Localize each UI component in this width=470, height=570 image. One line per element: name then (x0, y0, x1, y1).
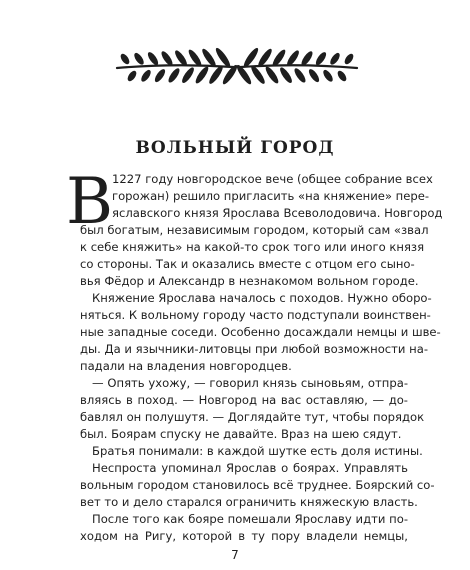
body-line: Княжение Ярослава началось с походов. Нужно оборо- (92, 291, 432, 305)
body-line: вольным городом становилось всё труднее. Боярский со- (80, 478, 435, 492)
body-line: няться. К вольному городу часто подступали воинствен- (80, 308, 431, 322)
laurel-leaf (307, 68, 321, 84)
laurel-leaf (194, 65, 211, 85)
body-line: 1227 году новгородское вече (общее собрание всех (112, 172, 433, 186)
laurel-leaf (328, 51, 341, 66)
body-line: падали на владения новгородцев. (80, 359, 292, 373)
body-line: — Опять ухожу, — говорил князь сыновьям, отпра- (92, 376, 408, 390)
body-line: к себе княжить» на какой-то срок того или иного князя (80, 240, 425, 254)
laurel-leaf (293, 67, 308, 84)
body-line: Неспроста упоминал Ярослав о боярах. Управлять (92, 461, 408, 475)
body-line: был. Боярам спуску не давайте. Враз на шею сядут. (80, 427, 402, 441)
body-line: горожан) решило пригласить «на княжение» пере- (112, 189, 430, 203)
svg-text:В: В (65, 165, 114, 239)
laurel-leaf (264, 65, 281, 85)
body-line: бавлял он полушутя. — Доглядайте тут, чтобы порядок (80, 410, 425, 424)
laurel-leaf (207, 64, 225, 85)
chapter-title: ВОЛЬНЫЙ ГОРОД (135, 138, 335, 158)
laurel-leaf (146, 51, 160, 67)
body-line: ходом на Ригу, которой в ту пору владели немцы, (80, 529, 408, 543)
laurel-leaf (249, 64, 267, 85)
drop-cap-letter (65, 165, 114, 239)
body-line: вет то и дело старался ограничить княжескую власть. (80, 495, 418, 509)
laurel-leaf (336, 69, 348, 83)
laurel-ornament-icon (111, 38, 363, 94)
body-line: ные западные соседи. Особенно досаждали немцы и шве- (80, 325, 441, 339)
page-number: 7 (231, 548, 239, 562)
body-line: После того как бояре помешали Ярославу идти по- (92, 512, 408, 526)
body-line: Братья понимали: в каждой шутке есть доля истины. (92, 444, 423, 458)
laurel-leaf (119, 52, 131, 66)
body-line: был богатым, независимым городом, который сам «звал (80, 223, 429, 237)
body-line: ды. Да и язычники-литовцы при любой возможности на- (80, 342, 428, 356)
laurel-leaf (180, 66, 196, 85)
laurel-leaf (167, 67, 182, 84)
laurel-leaf (132, 51, 145, 66)
laurel-leaf (278, 66, 294, 85)
laurel-leaf (321, 68, 334, 83)
laurel-leaf (126, 69, 138, 83)
body-line: вляясь в поход. — Новгород на вас оставляю, — до- (80, 393, 408, 407)
body-line: вья Фёдор и Александр в незнакомом вольном городе. (80, 274, 419, 288)
laurel-leaf (314, 51, 328, 67)
body-line: яславского князя Ярослава Всеволодовича. Новгород (112, 206, 443, 220)
body-line: со стороны. Так и оказались вместе с отцом его сыно- (80, 257, 415, 271)
laurel-leaf (139, 68, 152, 83)
laurel-leaf (153, 68, 167, 84)
laurel-leaf (343, 52, 355, 66)
